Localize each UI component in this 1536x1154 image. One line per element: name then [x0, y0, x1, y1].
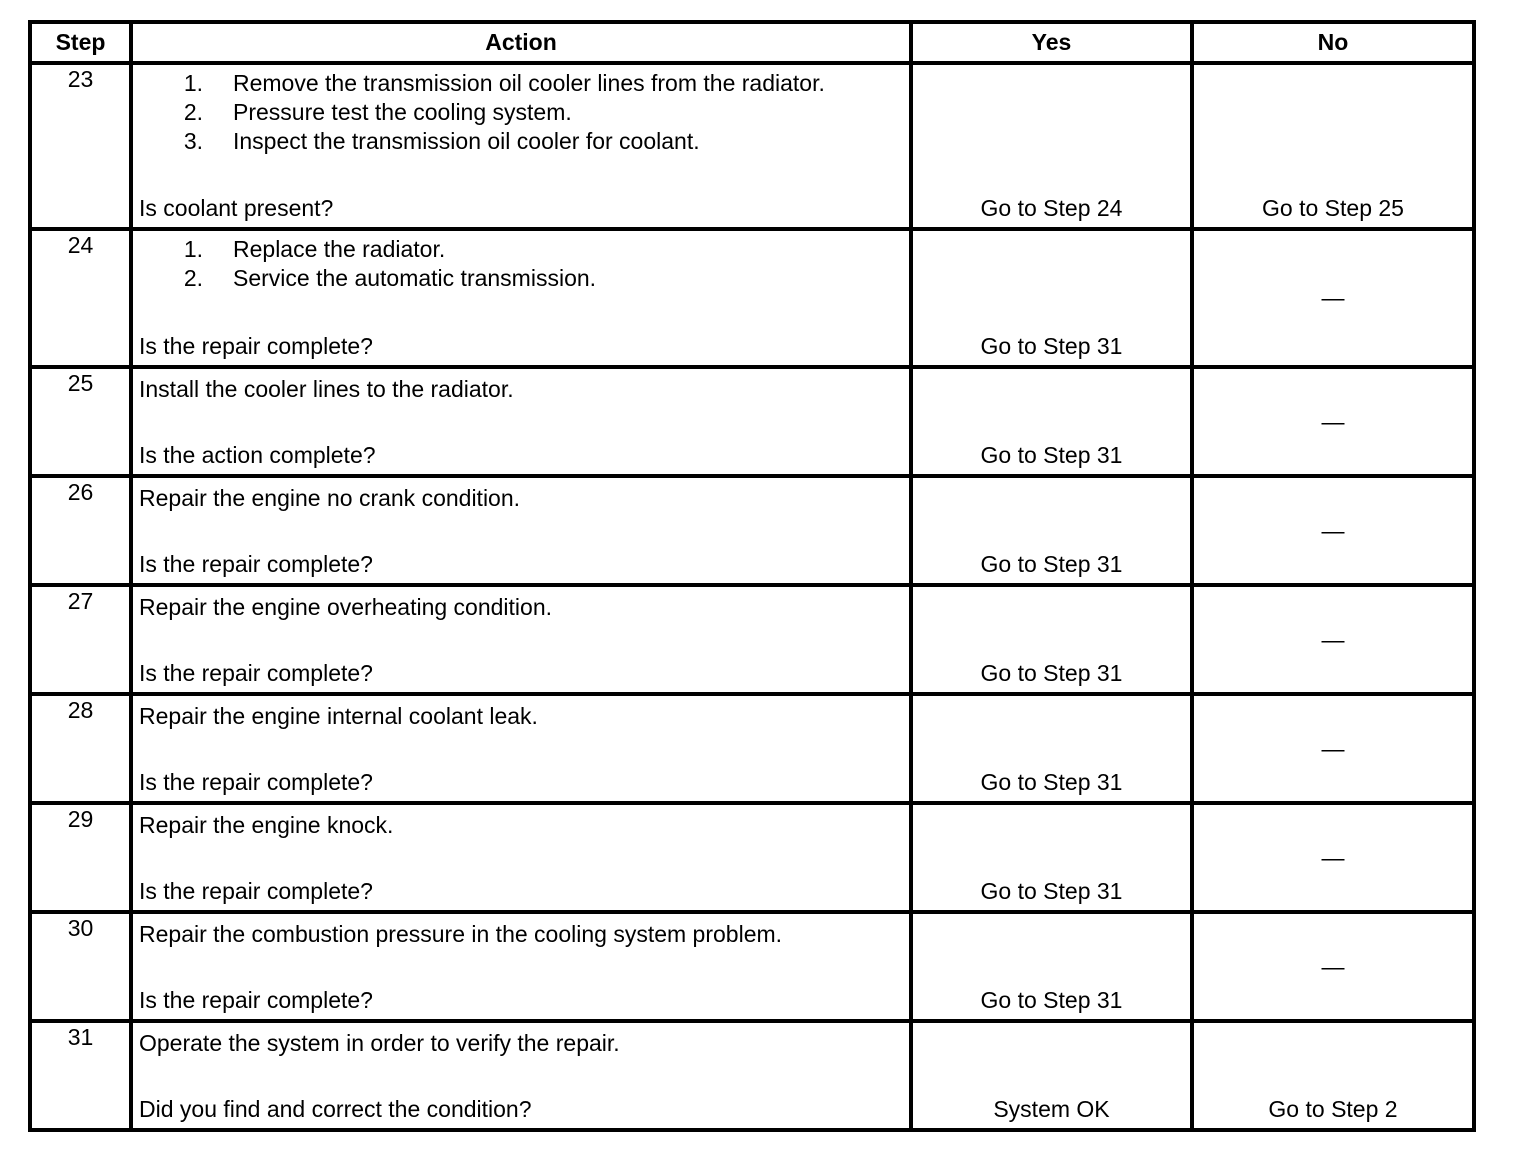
list-item: 3. Inspect the transmission oil cooler for coolant.: [183, 128, 700, 154]
action-question: Is the action complete?: [139, 442, 376, 468]
step-number: 28: [30, 694, 131, 803]
header-no: No: [1192, 22, 1474, 63]
action-cell: [131, 694, 911, 803]
no-cell: [1192, 63, 1474, 229]
action-question: Did you find and correct the condition?: [139, 1096, 532, 1122]
yes-cell: [911, 1021, 1192, 1130]
action-question: Is the repair complete?: [139, 987, 373, 1013]
action-question: Is coolant present?: [139, 195, 334, 221]
no-cell: [1192, 694, 1474, 803]
no-cell: [1192, 476, 1474, 585]
action-instruction: Repair the engine overheating condition.: [139, 594, 553, 620]
table-row: [30, 694, 1474, 803]
yes-result: Go to Step 31: [980, 442, 1123, 468]
yes-result: Go to Step 24: [980, 195, 1123, 221]
header-step: Step: [30, 22, 131, 63]
no-cell: [1192, 367, 1474, 476]
action-question: Is the repair complete?: [139, 333, 373, 359]
list-item: 2. Pressure test the cooling system.: [183, 99, 572, 125]
action-cell: [131, 476, 911, 585]
no-result: —: [1321, 735, 1345, 761]
action-cell: [131, 803, 911, 912]
action-question: Is the repair complete?: [139, 769, 373, 795]
table-row: [30, 585, 1474, 694]
action-list: [133, 235, 909, 293]
action-instruction: Repair the combustion pressure in the cooling system problem.: [139, 921, 783, 947]
no-cell: [1192, 229, 1474, 367]
header-action: Action: [131, 22, 911, 63]
table-row: [30, 476, 1474, 585]
no-result: —: [1321, 284, 1345, 311]
no-result: —: [1321, 517, 1345, 543]
table-row: [30, 229, 1474, 367]
no-result: Go to Step 25: [1262, 195, 1404, 221]
action-list: [133, 69, 909, 156]
action-cell: [131, 63, 911, 229]
step-number: 26: [30, 476, 131, 585]
step-number: 24: [30, 229, 131, 367]
yes-result: System OK: [993, 1096, 1110, 1122]
action-cell: [131, 912, 911, 1021]
yes-cell: [911, 803, 1192, 912]
yes-result: Go to Step 31: [980, 660, 1123, 686]
yes-result: Go to Step 31: [980, 987, 1123, 1013]
yes-cell: [911, 912, 1192, 1021]
yes-result: Go to Step 31: [980, 769, 1123, 795]
step-number: 25: [30, 367, 131, 476]
list-item: 1. Replace the radiator.: [183, 236, 446, 262]
action-cell: [131, 367, 911, 476]
header-yes: Yes: [911, 22, 1192, 63]
list-item: 2. Service the automatic transmission.: [183, 265, 597, 291]
no-result: —: [1321, 953, 1345, 979]
action-instruction: Repair the engine no crank condition.: [139, 485, 521, 511]
step-number: 30: [30, 912, 131, 1021]
action-question: Is the repair complete?: [139, 660, 373, 686]
step-number: 29: [30, 803, 131, 912]
action-question: Is the repair complete?: [139, 878, 373, 904]
table-row: [30, 1021, 1474, 1130]
action-instruction: Repair the engine internal coolant leak.: [139, 703, 538, 729]
no-cell: [1192, 585, 1474, 694]
no-cell: [1192, 803, 1474, 912]
action-instruction: Install the cooler lines to the radiator.: [139, 376, 514, 402]
header-row: [30, 22, 1474, 63]
yes-cell: [911, 585, 1192, 694]
yes-result: Go to Step 31: [980, 878, 1123, 904]
action-cell: [131, 1021, 911, 1130]
no-result: Go to Step 2: [1268, 1096, 1398, 1122]
action-instruction: Operate the system in order to verify the repair.: [139, 1030, 620, 1056]
yes-result: Go to Step 31: [980, 333, 1123, 359]
step-number: 27: [30, 585, 131, 694]
no-cell: [1192, 1021, 1474, 1130]
no-result: —: [1321, 626, 1345, 652]
yes-cell: [911, 63, 1192, 229]
yes-cell: [911, 229, 1192, 367]
step-number: 23: [30, 63, 131, 229]
table-row: [30, 367, 1474, 476]
no-result: —: [1321, 844, 1345, 870]
action-cell: [131, 229, 911, 367]
table-row: [30, 912, 1474, 1021]
no-result: —: [1321, 408, 1345, 434]
action-question: Is the repair complete?: [139, 551, 373, 577]
table-row: [30, 803, 1474, 912]
no-cell: [1192, 912, 1474, 1021]
diagnostic-table: [28, 20, 1476, 1132]
yes-cell: [911, 694, 1192, 803]
list-item: 1. Remove the transmission oil cooler lines from the radiator.: [183, 70, 825, 96]
step-number: 31: [30, 1021, 131, 1130]
action-instruction: Repair the engine knock.: [139, 812, 394, 838]
action-cell: [131, 585, 911, 694]
yes-cell: [911, 476, 1192, 585]
table-row: [30, 63, 1474, 229]
yes-result: Go to Step 31: [980, 551, 1123, 577]
yes-cell: [911, 367, 1192, 476]
